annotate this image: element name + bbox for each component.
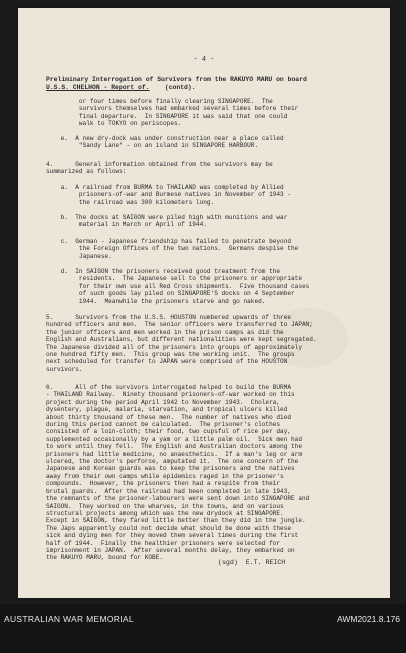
paragraph: e. A new dry-dock was under construction near a place called "Sandy Lane" - on an island in SINGAPORE HARBOUR. bbox=[60, 135, 284, 150]
document-page bbox=[18, 8, 390, 598]
heading-line-1: Preliminary Interrogation of Survivors from the RAKUYO MARU on board bbox=[46, 76, 307, 83]
heading-ship-name: U.S.S. CHELHON - Report of. bbox=[46, 84, 150, 91]
paragraph: 6. All of the survivors interrogated helped to build the BURMA - THAILAND Railway. Ninety thousand prisoners-of-war worked on this project during the period April 1942 to November 1943. Cholera, dysentery, plague, malaria, starvation, and tropical ulcers killed about thirty thousand of these men. The number of natives who died during this period cannot be calculated. The prisoner's clothes consisted of a loin-cloth; their food, two cupsful of rice per day, supplemented occasionally by a yam or a little palm oil. Sick men had to work until they fell. The English and Australian doctors among the prisoners had little medicine, no anaesthetics. If a man's leg or arm ulcered, the doctor's perforce, amputated it. The one concern of the Japanese and Korean guards was to keep the prisoners and the natives away from their own camps while epidemics raged in the prisoner's compounds. However, the prisoners then had a respite from their brutal guards. After the railroad had been completed in late 1943, the remnants of the prisoner-labourers were sent down into SINGAPORE and SAIGON. They worked on the wharves, in the towns, and on various structural projects among which was the new drydock at SINGAPORE. Except in SAIGON, they fared little better than they did in the jungle. The Japs apparently could not decide what should be done with these sick and dying men for they moved them several times during the first half of 1944. Finally the healthier prisoners were selected for imprisonment in JAPAN. After several months delay, they embarked on the RAKUYO MARU, bound for KOBE. bbox=[46, 384, 310, 562]
heading-suffix: (contd). bbox=[149, 84, 196, 91]
paragraph: c. German - Japanese friendship has failed to penetrate beyond the Foreign Offices of the two nations. Germans despise the Japanese. bbox=[60, 238, 299, 260]
paragraph: b. The docks at SAIGON were piled high with munitions and war material in March or April of 1944. bbox=[60, 214, 288, 229]
institution-name: AUSTRALIAN WAR MEMORIAL bbox=[4, 614, 134, 624]
paragraph: d. In SAIGON the prisoners received good treatment from the residents. The Japanese sell to the prisoners or appropriate for their own use all Red Cross shipments. Five thousand cases of such goods lay piled on SINGAPORE'S docks on 4 September 1944. Meanwhile the prisoners starve and go naked. bbox=[60, 268, 310, 305]
paragraph: 4. General information obtained from the survivors may be summarized as follows: bbox=[46, 161, 273, 176]
archive-reference: AWM2021.8.176 bbox=[337, 614, 400, 624]
document-heading bbox=[46, 76, 307, 92]
paragraph: a. A railroad from BURMA to THAILAND was completed by Allied prisoners-of-war and Burmese natives in November of 1943 - the railroad was 300 kilometers long. bbox=[60, 184, 292, 206]
archive-footer bbox=[0, 604, 406, 653]
page-number: - 4 - bbox=[193, 56, 215, 64]
paragraph: or four times before finally clearing SINGAPORE. The survivors themselves had embarked several times before their final departure. In SINGAPORE it was said that one could walk to TOKYO on periscopes. bbox=[78, 98, 299, 128]
paragraph: 5. Survivors from the U.S.S. HOUSTON numbered upwards of three hundred officers and men. The senior officers were transferred to JAPAN; the junior officers and men worked in the prison camps as did the English and Australians, but different nationalities were kept segregated. The Japanese divided all of the prisoners into groups of approximately one hundred fifty men. This group was the working unit. The groups next scheduled for transfer to JAPAN were comprised of the HOUSTON survivors. bbox=[46, 314, 317, 373]
signature: (sgd) E.T. REICH bbox=[218, 559, 286, 566]
